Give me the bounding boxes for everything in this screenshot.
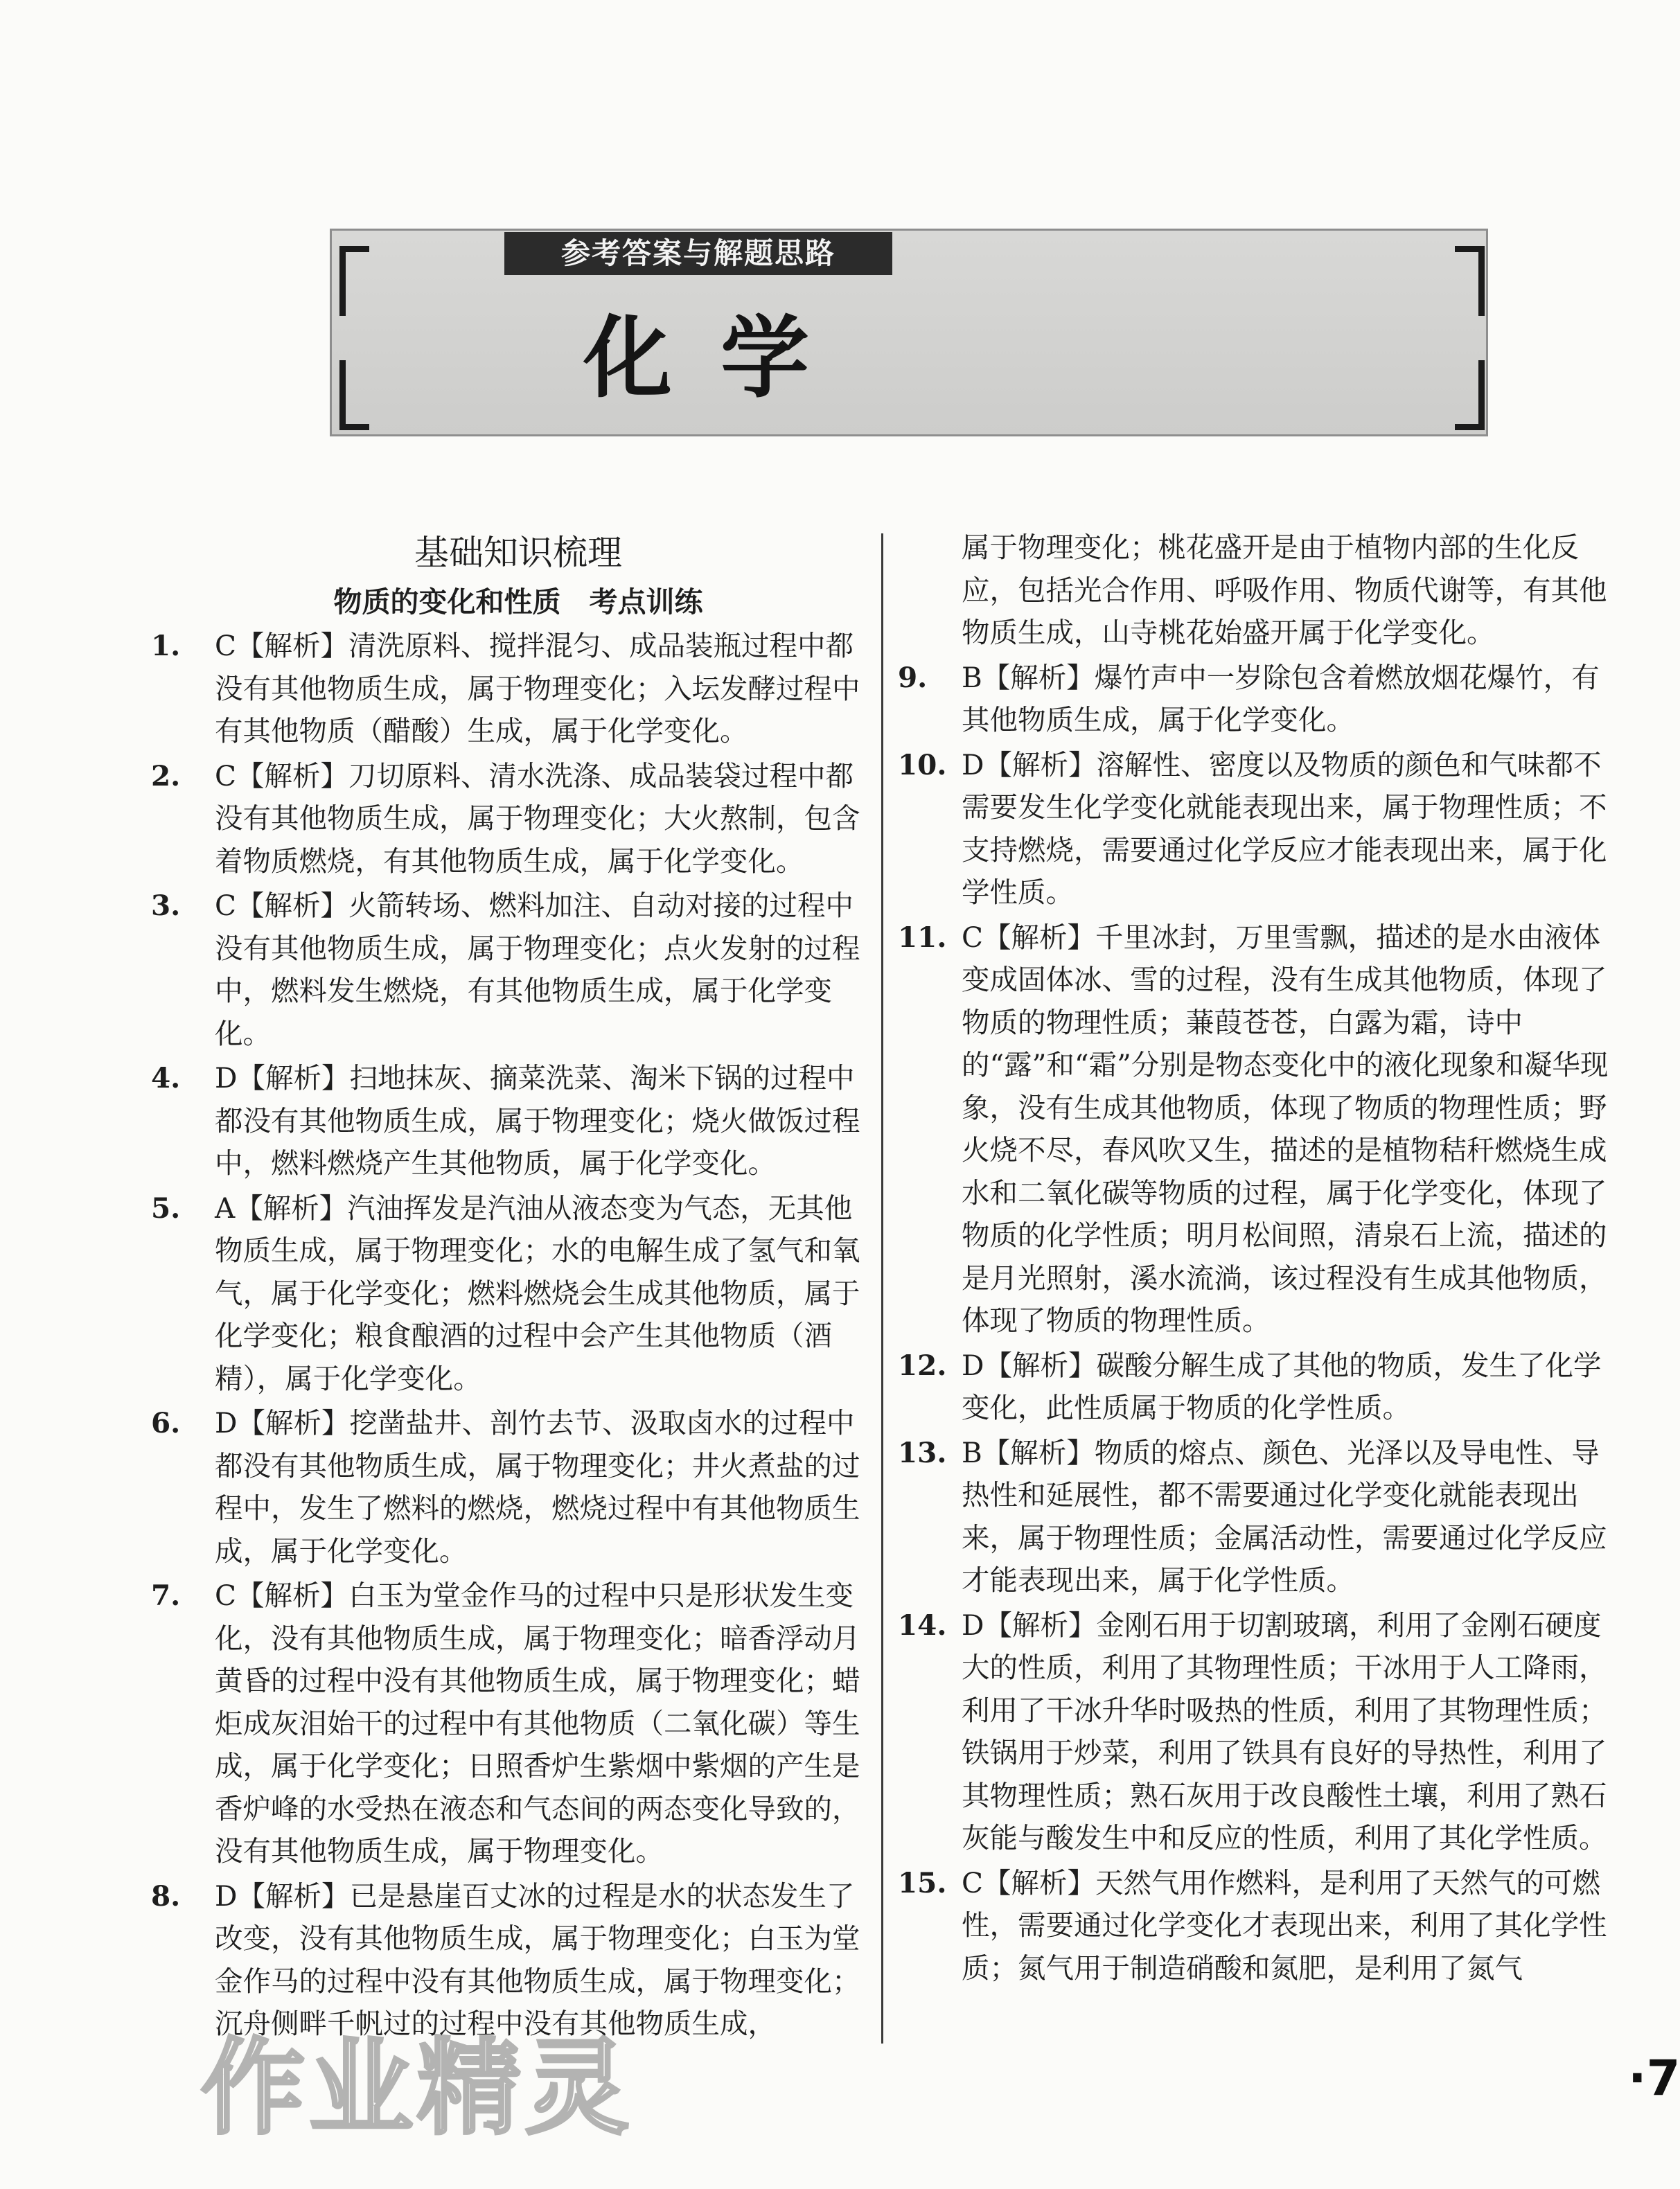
answer-text: D【解析】挖凿盐井、剖竹去节、汲取卤水的过程中都没有其他物质生成，属于物理变化；井火煮盐的过程中，发生了燃料的燃烧，燃烧过程中有其他物质生成，属于化学变化。 — [215, 1406, 860, 1568]
answer-text: C【解析】天然气用作燃料，是利用了天然气的可燃性，需要通过化学变化才表现出来，利用了其化学性质；氮气用于制造硝酸和氮肥，是利用了氮气 — [962, 1865, 1607, 1985]
answer-number: 5. — [151, 1191, 181, 1225]
bracket-top-right — [1455, 246, 1485, 316]
answer-item — [898, 1604, 1625, 1860]
header-banner — [330, 229, 1488, 436]
answer-text: C【解析】白玉为堂金作马的过程中只是形状发生变化，没有其他物质生成，属于物理变化；暗香浮动月黄昏的过程中没有其他物质生成，属于物理变化；蜡炬成灰泪始干的过程中有其他物质（二氧化碳）等生成，属于化学变化；日照香炉生紫烟中紫烟的产生是香炉峰的水受热在液态和气态间的两态变化导致的，没有其他物质生成，属于物理变化。 — [215, 1579, 860, 1868]
answer-item — [151, 755, 865, 883]
answer-text: 属于物理变化；桃花盛开是由于植物内部的生化反应，包括光合作用、呼吸作用、物质代谢等，有其他物质生成，山寺桃花始盛开属于化学变化。 — [962, 531, 1607, 649]
answer-item — [151, 885, 865, 1055]
left-column — [151, 526, 865, 2048]
answer-item — [898, 1862, 1625, 1990]
answer-list-left — [151, 625, 865, 2046]
answer-item — [898, 744, 1625, 914]
answer-text: D【解析】金刚石用于切割玻璃，利用了金刚石硬度大的性质，利用了其物理性质；干冰用于人工降雨，利用了干冰升华时吸热的性质，利用了其物理性质；铁锅用于炒菜，利用了铁具有良好的导热性，利用了其物理性质；熟石灰用于改良酸性土壤，利用了熟石灰能与酸发生中和反应的性质，利用了其化学性质。 — [962, 1608, 1607, 1854]
answer-item — [898, 657, 1625, 742]
banner-tag: 参考答案与解题思路 — [504, 232, 892, 275]
answer-number: 1. — [151, 629, 181, 662]
answer-text: D【解析】碳酸分解生成了其他的物质，发生了化学变化，此性质属于物质的化学性质。 — [962, 1348, 1602, 1424]
answer-number: 11. — [898, 920, 947, 954]
answer-item — [151, 1402, 865, 1572]
answer-text: D【解析】扫地抹灰、摘菜洗菜、淘米下锅的过程中都没有其他物质生成，属于物理变化；烧火做饭过程中，燃料燃烧产生其他物质，属于化学变化。 — [215, 1061, 860, 1180]
answer-item — [898, 1432, 1625, 1602]
answer-item — [898, 916, 1625, 1342]
answer-number: 15. — [898, 1865, 947, 1899]
answer-item — [151, 625, 865, 753]
answer-item — [151, 1575, 865, 1873]
answer-number: 14. — [898, 1608, 947, 1642]
answer-text: C【解析】清洗原料、搅拌混匀、成品装瓶过程中都没有其他物质生成，属于物理变化；入坛发酵过程中有其他物质（醋酸）生成，属于化学变化。 — [215, 629, 860, 747]
answer-number: 7. — [151, 1579, 181, 1612]
answer-text: B【解析】物质的熔点、颜色、光泽以及导电性、导热性和延展性，都不需要通过化学变化就能表现出来，属于物理性质；金属活动性，需要通过化学反应才能表现出来，属于化学性质。 — [962, 1435, 1607, 1597]
right-column — [898, 526, 1625, 1992]
watermark: 作业精灵 — [201, 2028, 634, 2149]
answer-text: C【解析】千里冰封，万里雪飘，描述的是水由液体变成固体冰、雪的过程，没有生成其他物质，体现了物质的物理性质；蒹葭苍苍，白露为霜，诗中的“露”和“霜”分别是物态变化中的液化现象和凝华现象，没有生成其他物质，体现了物质的物理性质；野火烧不尽，春风吹又生，描述的是植物秸秆燃烧生成水和二氧化碳等物质的过程，属于化学变化，体现了物质的化学性质；明月松间照，清泉石上流，描述的是月光照射，溪水流淌，该过程没有生成其他物质，体现了物质的物理性质。 — [962, 920, 1609, 1337]
answer-text: A【解析】汽油挥发是汽油从液态变为气态，无其他物质生成，属于物理变化；水的电解生成了氢气和氧气，属于化学变化；燃料燃烧会生成其他物质，属于化学变化；粮食酿酒的过程中会产生其他物质（酒精），属于化学变化。 — [215, 1191, 860, 1395]
answer-text: C【解析】火箭转场、燃料加注、自动对接的过程中没有其他物质生成，属于物理变化；点火发射的过程中，燃料发生燃烧，有其他物质生成，属于化学变化。 — [215, 889, 860, 1050]
answer-number: 2. — [151, 759, 181, 792]
answer-list-right — [898, 657, 1625, 1990]
page-number: ·7 — [1628, 2050, 1680, 2107]
bracket-top-left — [339, 246, 369, 316]
bracket-bottom-right — [1455, 360, 1485, 430]
answer-text: B【解析】爆竹声中一岁除包含着燃放烟花爆竹，有其他物质生成，属于化学变化。 — [962, 660, 1600, 736]
answer-text: C【解析】刀切原料、清水洗涤、成品装袋过程中都没有其他物质生成，属于物理变化；大火熬制，包含着物质燃烧，有其他物质生成，属于化学变化。 — [215, 759, 860, 878]
bracket-bottom-left — [339, 360, 369, 430]
answer-item — [151, 1057, 865, 1185]
answer-continuation — [898, 526, 1625, 655]
section-heading: 基础知识梳理 — [414, 533, 622, 573]
answer-number: 12. — [898, 1348, 947, 1382]
answer-number: 6. — [151, 1406, 181, 1439]
answer-number: 10. — [898, 747, 947, 781]
answer-number: 3. — [151, 889, 181, 922]
column-divider — [881, 533, 883, 2044]
answer-text: D【解析】溶解性、密度以及物质的颜色和气味都不需要发生化学变化就能表现出来，属于物理性质；不支持燃烧，需要通过化学反应才能表现出来，属于化学性质。 — [962, 747, 1607, 909]
answer-item — [151, 1875, 865, 2046]
answer-number: 4. — [151, 1061, 181, 1094]
answer-text: D【解析】已是悬崖百丈冰的过程是水的状态发生了改变，没有其他物质生成，属于物理变化；白玉为堂金作马的过程中没有其他物质生成，属于物理变化；沉舟侧畔千帆过的过程中没有其他物质生成， — [215, 1879, 860, 2040]
answer-number: 8. — [151, 1879, 181, 1913]
page-title: 化学 — [583, 307, 858, 410]
answer-number: 9. — [898, 660, 928, 694]
section-subheading: 物质的变化和性质 考点训练 — [333, 585, 703, 619]
answer-item — [151, 1187, 865, 1401]
answer-item — [898, 1345, 1625, 1430]
answer-number: 13. — [898, 1435, 947, 1469]
